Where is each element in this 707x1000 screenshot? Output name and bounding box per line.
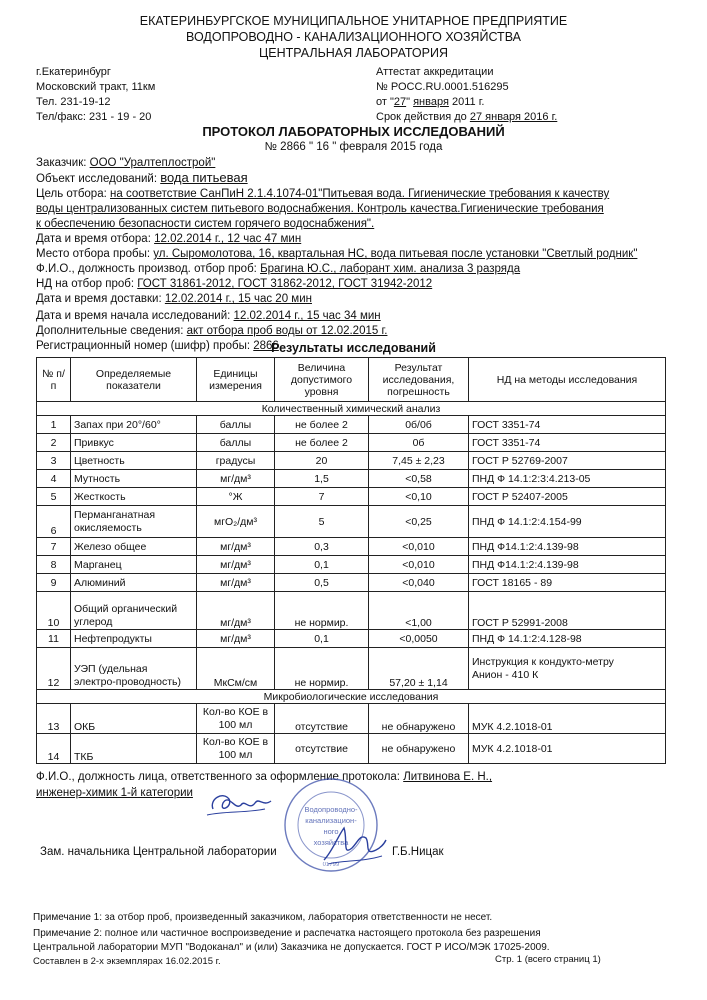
note-3: Центральной лаборатории МУП "Водоканал" и (или) Заказчика не допускается. ГОСТ Р ИСО/МЭК 17025-2009. — [33, 942, 550, 953]
street: Московский тракт, 11км — [36, 81, 156, 93]
row-indicator: Нефтепродукты — [71, 630, 197, 648]
row-unit: мг/дм³ — [197, 538, 275, 556]
results-title: Результаты исследований — [271, 341, 436, 355]
row-unit — [197, 734, 275, 764]
row-method: ПНД Ф 14.1:2:4.154-99 — [469, 506, 666, 538]
row-unit: МкСм/см — [197, 648, 275, 690]
row-limit: отсутствие — [275, 734, 369, 764]
row-num: 6 — [37, 506, 71, 538]
row-unit: градусы — [197, 452, 275, 470]
row-num: 14 — [37, 734, 71, 764]
row-result: 0б — [369, 434, 469, 452]
responsible-person: Ф.И.О., должность лица, ответственного за оформление протокола: Литвинова Е. Н., — [36, 771, 493, 783]
row-indicator: Алюминий — [71, 574, 197, 592]
note-2: Примечание 2: полное или частичное воспроизведение и распечатка настоящего протокола без разрешения — [33, 928, 541, 939]
table-header-row — [37, 358, 666, 402]
org-name-line3: ЦЕНТРАЛЬНАЯ ЛАБОРАТОРИЯ — [259, 46, 448, 60]
row-num: 4 — [37, 470, 71, 488]
responsible-position: инженер-химик 1-й категории — [36, 787, 193, 799]
org-name-line2: ВОДОПРОВОДНО - КАНАЛИЗАЦИОННОГО ХОЗЯЙСТВА — [186, 30, 521, 44]
row-limit: 20 — [275, 452, 369, 470]
row-method: МУК 4.2.1018-01 — [469, 704, 666, 734]
row-method: ГОСТ Р 52991-2008 — [469, 592, 666, 630]
row-indicator-line2: углерод — [74, 616, 113, 628]
purpose-line3: к обеспечению безопасности систем горячего водоснабжения". — [36, 218, 375, 230]
signature-litvinova — [205, 785, 275, 825]
row-method: ГОСТ 3351-74 — [469, 434, 666, 452]
row-indicator: Цветность — [71, 452, 197, 470]
table-row — [37, 452, 666, 470]
row-method-line1: Инструкция к кондукто-метру — [472, 655, 614, 668]
col-header-limit: Величина допустимого уровня — [275, 358, 369, 402]
registration-number: Регистрационный номер (шифр) пробы: 2866 — [36, 340, 279, 352]
row-result: 57,20 ± 1,14 — [369, 648, 469, 690]
row-indicator-line2: электро-проводность) — [74, 676, 182, 688]
row-unit-line1: Кол-во КОЕ в — [202, 735, 269, 748]
row-unit: мг/дм³ — [197, 630, 275, 648]
protocol-title: ПРОТОКОЛ ЛАБОРАТОРНЫХ ИССЛЕДОВАНИЙ — [202, 124, 505, 139]
row-method: ГОСТ Р 52769-2007 — [469, 452, 666, 470]
row-result: <0,010 — [369, 556, 469, 574]
accreditation-number: № РОСС.RU.0001.516295 — [376, 81, 509, 93]
row-method: ПНД Ф14.1:2:4.139-98 — [469, 556, 666, 574]
row-method: МУК 4.2.1018-01 — [469, 734, 666, 764]
col-header-indicator: Определяемые показатели — [71, 358, 197, 402]
row-indicator: ОКБ — [71, 704, 197, 734]
row-result: не обнаружено — [369, 734, 469, 764]
deputy-head-label: Зам. начальника Центральной лаборатории — [40, 846, 277, 858]
row-unit: баллы — [197, 434, 275, 452]
object: Объект исследований: вода питьевая — [36, 170, 248, 185]
org-name-line1: ЕКАТЕРИНБУРГСКОЕ МУНИЦИПАЛЬНОЕ УНИТАРНОЕ ПРЕДПРИЯТИЕ — [139, 14, 568, 28]
table-row — [37, 592, 666, 630]
row-num: 5 — [37, 488, 71, 506]
row-unit: баллы — [197, 416, 275, 434]
row-unit: мг/дм³ — [197, 592, 275, 630]
table-row — [37, 704, 666, 734]
row-method: ПНД Ф 14.1:2:3:4.213-05 — [469, 470, 666, 488]
row-num: 11 — [37, 630, 71, 648]
row-indicator: ТКБ — [71, 734, 197, 764]
row-limit: 0,1 — [275, 630, 369, 648]
customer: Заказчик: ООО "Уралтеплострой" — [36, 157, 216, 169]
row-indicator-line2: окисляемость — [74, 521, 142, 534]
section-label: Количественный химический анализ — [37, 402, 666, 416]
row-unit: мг/дм³ — [197, 556, 275, 574]
row-result: <1,00 — [369, 592, 469, 630]
row-method: ГОСТ Р 52407-2005 — [469, 488, 666, 506]
table-row — [37, 506, 666, 538]
sampling-datetime: Дата и время отбора: 12.02.2014 г., 12 час 47 мин — [36, 233, 302, 245]
copies-note: Составлен в 2-х экземплярах 16.02.2015 г. — [33, 956, 221, 967]
row-result: не обнаружено — [369, 704, 469, 734]
row-num: 9 — [37, 574, 71, 592]
table-row — [37, 434, 666, 452]
protocol-number: № 2866 " 16 " февраля 2015 года — [264, 141, 443, 153]
table-row — [37, 488, 666, 506]
col-header-unit: Единицы измерения — [197, 358, 275, 402]
row-indicator-line1: Общий органический — [74, 603, 178, 615]
row-result: <0,58 — [369, 470, 469, 488]
delivery-datetime: Дата и время доставки: 12.02.2014 г., 15 час 20 мин — [36, 293, 312, 305]
row-indicator — [71, 592, 197, 630]
row-limit: не нормир. — [275, 648, 369, 690]
row-limit: 1,5 — [275, 470, 369, 488]
row-unit: мг/дм³ — [197, 574, 275, 592]
row-indicator: Мутность — [71, 470, 197, 488]
accreditation-valid: Срок действия до 27 января 2016 г. — [376, 111, 558, 123]
row-unit-line2: 100 мл — [218, 718, 253, 731]
row-indicator — [71, 648, 197, 690]
row-num: 13 — [37, 704, 71, 734]
row-num: 3 — [37, 452, 71, 470]
row-limit: 0,1 — [275, 556, 369, 574]
row-result: <0,040 — [369, 574, 469, 592]
row-method-line2: Анион - 410 К — [472, 668, 539, 681]
row-result: 0б/0б — [369, 416, 469, 434]
phone: Тел. 231-19-12 — [36, 96, 111, 108]
row-limit: 0,3 — [275, 538, 369, 556]
row-indicator-line1: УЭП (удельная — [74, 663, 148, 675]
row-indicator: Жесткость — [71, 488, 197, 506]
accreditation-date: от "27" января 2011 г. — [376, 96, 485, 108]
row-limit: отсутствие — [275, 704, 369, 734]
row-num: 8 — [37, 556, 71, 574]
note-1: Примечание 1: за отбор проб, произведенный заказчиком, лаборатория ответственности не несет. — [33, 912, 493, 923]
sampling-nd: НД на отбор проб: ГОСТ 31861-2012, ГОСТ 31862-2012, ГОСТ 31942-2012 — [36, 278, 433, 290]
row-method: ГОСТ 18165 - 89 — [469, 574, 666, 592]
table-row — [37, 538, 666, 556]
col-header-result: Результат исследования, погрешность — [369, 358, 469, 402]
row-indicator-line1: Перманганатная — [74, 508, 156, 521]
row-unit-line2: 100 мл — [218, 748, 253, 761]
row-indicator: Марганец — [71, 556, 197, 574]
row-method: ПНД Ф 14.1:2:4.128-98 — [469, 630, 666, 648]
row-result: <0,010 — [369, 538, 469, 556]
extra-info: Дополнительные сведения: акт отбора проб воды от 12.02.2015 г. — [36, 325, 388, 337]
table-row — [37, 630, 666, 648]
row-indicator: Железо общее — [71, 538, 197, 556]
page-number: Стр. 1 (всего страниц 1) — [495, 954, 601, 965]
row-unit — [197, 704, 275, 734]
row-num: 1 — [37, 416, 71, 434]
row-limit: не более 2 — [275, 434, 369, 452]
row-result: <0,10 — [369, 488, 469, 506]
row-num: 2 — [37, 434, 71, 452]
table-row — [37, 648, 666, 690]
row-method: ГОСТ 3351-74 — [469, 416, 666, 434]
row-limit: не нормир. — [275, 592, 369, 630]
sampler: Ф.И.О., должность производ. отбор проб: Брагина Ю.С., лаборант хим. анализа 3 разряда — [36, 263, 521, 275]
section-row-micro — [37, 690, 666, 704]
table-row — [37, 574, 666, 592]
row-limit: 7 — [275, 488, 369, 506]
row-num: 12 — [37, 648, 71, 690]
signature-nitsak — [318, 822, 388, 868]
purpose-line2: воды централизованных систем питьевого водоснабжения. Контроль качества.Гигиенические требования — [36, 203, 604, 215]
seal-text-line2: канализацион- — [305, 816, 357, 825]
row-indicator: Привкус — [71, 434, 197, 452]
table-row — [37, 470, 666, 488]
row-unit: °Ж — [197, 488, 275, 506]
city: г.Екатеринбург — [36, 66, 111, 78]
seal-text-line4: хозяйства — [313, 838, 349, 847]
seal-number: 01799 — [322, 862, 340, 868]
section-row-chemical — [37, 402, 666, 416]
row-result: <0,0050 — [369, 630, 469, 648]
seal-text-line3: ного — [323, 827, 339, 836]
table-row — [37, 734, 666, 764]
row-indicator — [71, 506, 197, 538]
row-unit: мгО₂/дм³ — [197, 506, 275, 538]
start-datetime: Дата и время начала исследований: 12.02.2014 г., 15 час 34 мин — [36, 310, 381, 322]
row-num: 7 — [37, 538, 71, 556]
section-label: Микробиологические исследования — [37, 690, 666, 704]
purpose-line1: Цель отбора: на соответствие СанПиН 2.1.4.1074-01"Питьевая вода. Гигиенические требования к качеству — [36, 188, 610, 200]
row-result: 7,45 ± 2,23 — [369, 452, 469, 470]
deputy-head-name: Г.Б.Ницак — [392, 846, 444, 858]
row-indicator: Запах при 20°/60° — [71, 416, 197, 434]
table-row — [37, 556, 666, 574]
row-unit-line1: Кол-во КОЕ в — [202, 705, 269, 718]
col-header-method: НД на методы исследования — [469, 358, 666, 402]
fax: Тел/факс: 231 - 19 - 20 — [36, 111, 152, 123]
row-method: ПНД Ф14.1:2:4.139-98 — [469, 538, 666, 556]
row-method — [469, 648, 666, 690]
row-limit: 5 — [275, 506, 369, 538]
seal-text-line1: Водопроводно- — [304, 805, 358, 814]
row-unit: мг/дм³ — [197, 470, 275, 488]
row-num: 10 — [37, 592, 71, 630]
row-limit: 0,5 — [275, 574, 369, 592]
row-limit: не более 2 — [275, 416, 369, 434]
results-table — [36, 357, 666, 764]
row-result: <0,25 — [369, 506, 469, 538]
sampling-place: Место отбора пробы: ул. Сыромолотова, 16, квартальная НС, вода питьевая после установки "Светлый родник" — [36, 248, 638, 260]
table-row — [37, 416, 666, 434]
accreditation-label: Аттестат аккредитации — [376, 66, 494, 78]
col-header-num: № п/п — [37, 358, 71, 402]
